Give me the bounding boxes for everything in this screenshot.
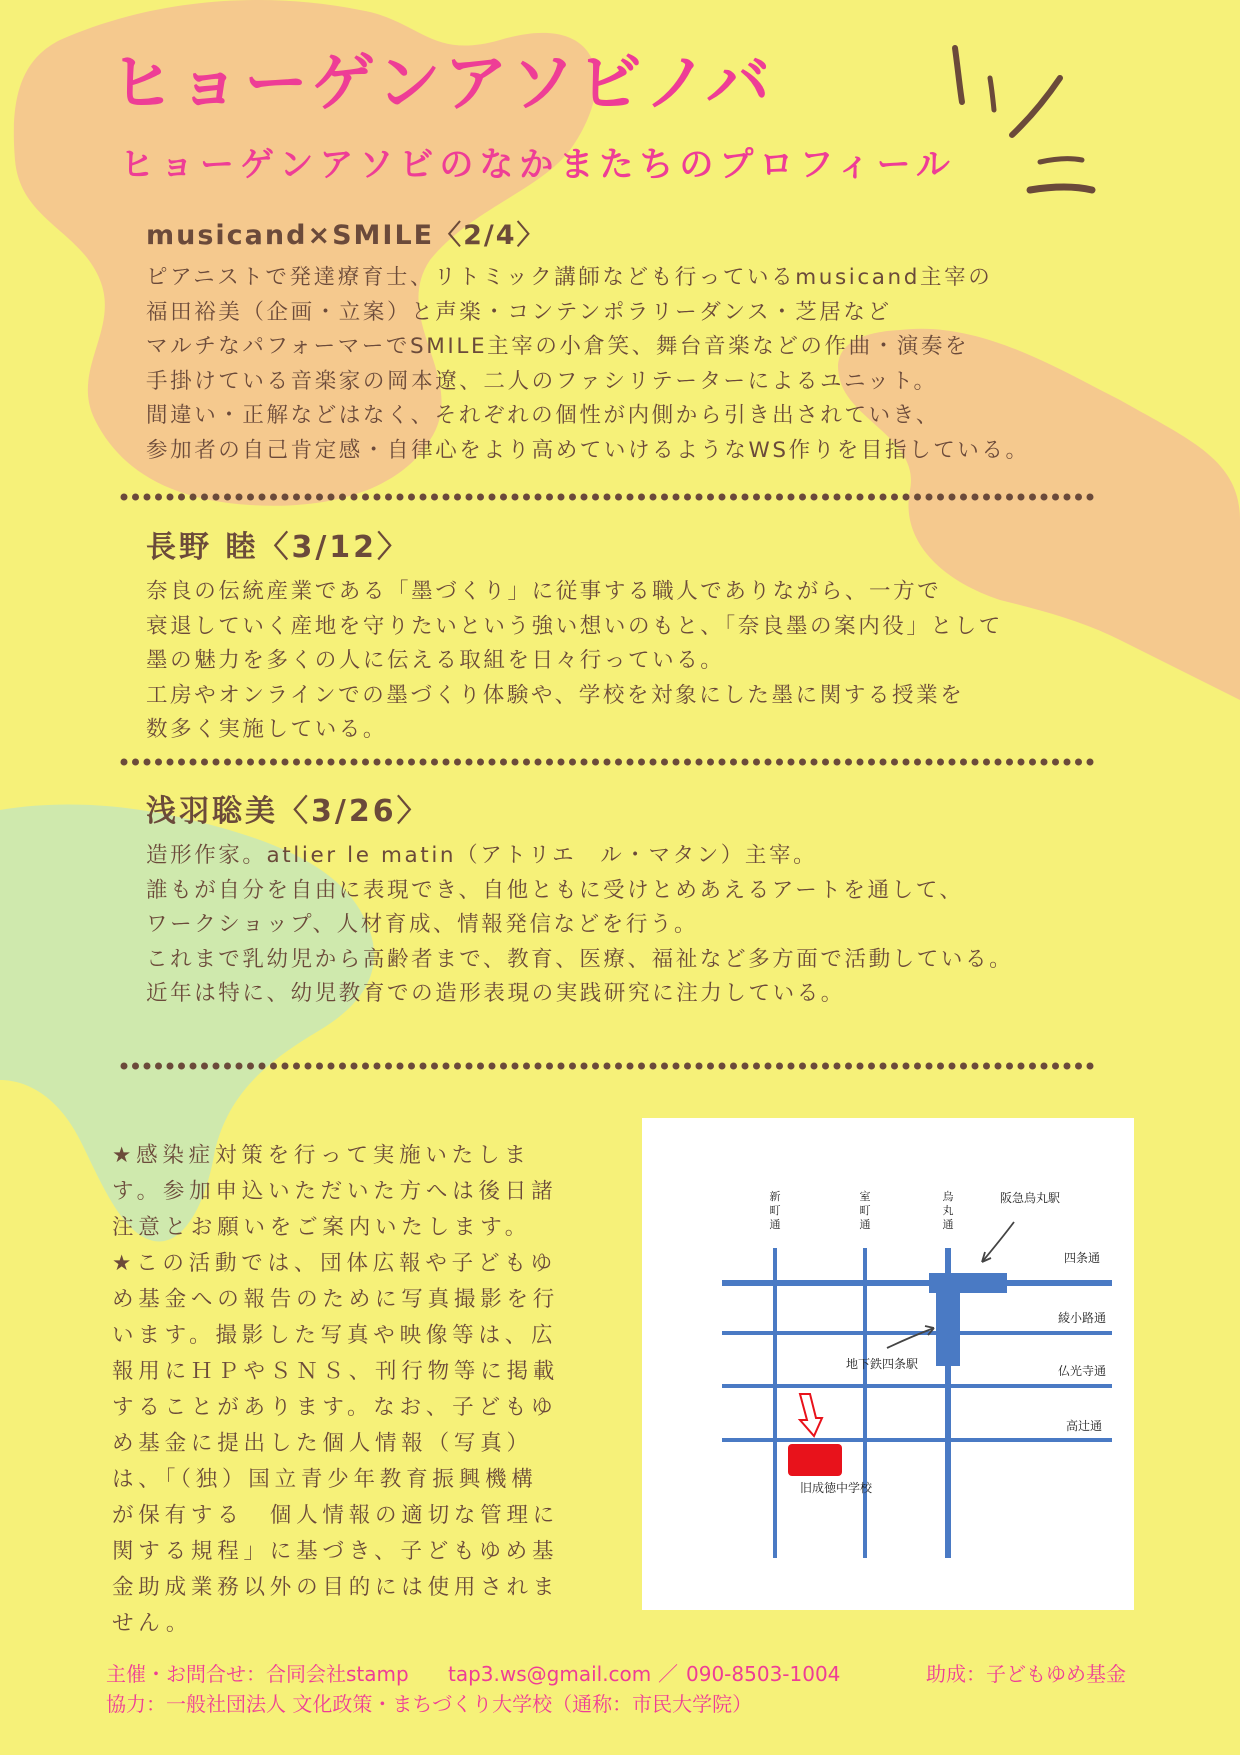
page-subtitle: ヒョーゲンアソビのなかまたちのプロフィール <box>120 145 956 185</box>
notice-line: め基金への報告のために写真撮影を行 <box>112 1287 560 1312</box>
footer-organizer: 主催・お問合せ：合同会社stamp <box>106 1662 409 1686</box>
notice-line: 金助成業務以外の目的には使用されま <box>112 1575 560 1600</box>
body-line: 手掛けている音楽家の岡本遼、二人のファシリテーターによるユニット。 <box>146 368 938 394</box>
section-body <box>146 839 1013 1012</box>
bukkoji-label: 仏光寺通 <box>1058 1364 1107 1378</box>
body-line: 造形作家。atlier le matin（アトリエ ル・マタン）主宰。 <box>146 843 818 868</box>
notice-line: 報用にＨＰやＳＮＳ、刊行物等に掲載 <box>112 1359 560 1384</box>
ayanokoji-label: 綾小路通 <box>1058 1311 1107 1325</box>
section-heading: 長野 睦〈3/12〉 <box>146 530 411 565</box>
footer-cooperation: 協力：一般社団法人 文化政策・まちづくり大学校（通称：市民大学院） <box>106 1692 753 1716</box>
muromachi-label: 室町通 <box>859 1190 871 1231</box>
subway-station-label: 地下鉄四条駅 <box>846 1357 919 1371</box>
notice-line: す。参加申込いただいた方へは後日諸 <box>112 1179 558 1204</box>
body-line: 衰退していく産地を守りたいという強い想いのもと、「奈良墨の案内役」として <box>146 613 1003 639</box>
notice-line: せん。 <box>112 1611 193 1636</box>
notice-line: 注意とお願いをご案内いたします。 <box>112 1215 532 1240</box>
body-line: マルチなパフォーマーでSMILE主宰の小倉笑、舞台音楽などの作曲・演奏を <box>146 334 970 360</box>
venue-arrow-icon <box>800 1394 822 1436</box>
hankyu-pointer-arrow <box>982 1222 1014 1262</box>
body-line: 参加者の自己肯定感・自律心をより高めていけるようなWS作りを目指している。 <box>146 437 1030 463</box>
body-line: 数多く実施している。 <box>146 717 388 743</box>
notice-text <box>112 1138 588 1642</box>
venue-label: 旧成徳中学校 <box>800 1481 873 1495</box>
notice-line: 関する規程」に基づき、子どもゆめ基 <box>112 1539 559 1564</box>
footer-separator: ／ <box>658 1662 678 1686</box>
notice-line: ★感染症対策を行って実施いたしま <box>112 1143 531 1168</box>
footer-email[interactable]: tap3.ws@gmail.com <box>448 1662 652 1686</box>
body-line: これまで乳幼児から高齢者まで、教育、医療、福祉など多方面で活動している。 <box>146 946 1014 972</box>
body-line: 工房やオンラインでの墨づくり体験や、学校を対象にした墨に関する授業を <box>146 682 965 708</box>
dotted-divider <box>120 758 1095 766</box>
body-line: 誰もが自分を自由に表現でき、自他ともに受けとめあえるアートを通して、 <box>146 877 964 903</box>
footer-grant: 助成：子どもゆめ基金 <box>926 1662 1126 1686</box>
profile-section-musicand <box>146 222 1030 469</box>
profile-section-nagano <box>146 530 1003 748</box>
body-line: ワークショップ、人材育成、情報発信などを行う。 <box>146 912 699 938</box>
karasuma-label: 烏丸通 <box>942 1190 954 1231</box>
shijo-label: 四条通 <box>1064 1251 1101 1265</box>
notice-line: することがあります。なお、子どもゆ <box>112 1395 558 1420</box>
notice-line: は、「（独）国立青少年教育振興機構 <box>112 1467 538 1492</box>
body-line: 奈良の伝統産業である「墨づくり」に従事する職人でありながら、一方で <box>146 579 942 604</box>
section-body <box>146 261 1030 469</box>
takatsuji-label: 高辻通 <box>1066 1419 1103 1433</box>
footer-phone: 090-8503-1004 <box>686 1662 841 1686</box>
dotted-divider <box>120 493 1095 501</box>
notice-line: が保有する 個人情報の適切な管理に <box>112 1503 560 1528</box>
section-body <box>146 575 1003 748</box>
body-line: ピアニストで発達療育士、リトミック講師なども行っているmusicand主宰の <box>146 265 993 290</box>
section-heading: musicand×SMILE〈2/4〉 <box>146 220 546 251</box>
notice-line: ★この活動では、団体広報や子どもゆ <box>112 1251 557 1276</box>
subway-station-block <box>936 1278 960 1366</box>
dotted-divider <box>120 1062 1095 1070</box>
body-line: 福田裕美（企画・立案）と声楽・コンテンポラリーダンス・芝居など <box>146 299 892 325</box>
body-line: 間違い・正解などはなく、それぞれの個性が内側から引き出されていき、 <box>146 403 941 429</box>
section-heading: 浅羽聡美〈3/26〉 <box>146 794 430 829</box>
body-line: 墨の魅力を多くの人に伝える取組を日々行っている。 <box>146 648 725 674</box>
shinmachi-label: 新町通 <box>769 1190 781 1231</box>
brush-strokes-decoration <box>940 40 1120 210</box>
notice-line: います。撮影した写真や映像等は、広 <box>112 1323 558 1348</box>
venue-marker <box>788 1444 842 1476</box>
access-map <box>642 1118 1134 1610</box>
profile-section-asaba <box>146 794 1014 1012</box>
hankyu-station-label: 阪急烏丸駅 <box>1000 1191 1061 1205</box>
notice-line: め基金に提出した個人情報（写真） <box>112 1431 533 1456</box>
page-title: ヒョーゲンアソビノバ <box>110 47 773 121</box>
body-line: 近年は特に、幼児教育での造形表現の実践研究に注力している。 <box>146 981 845 1007</box>
